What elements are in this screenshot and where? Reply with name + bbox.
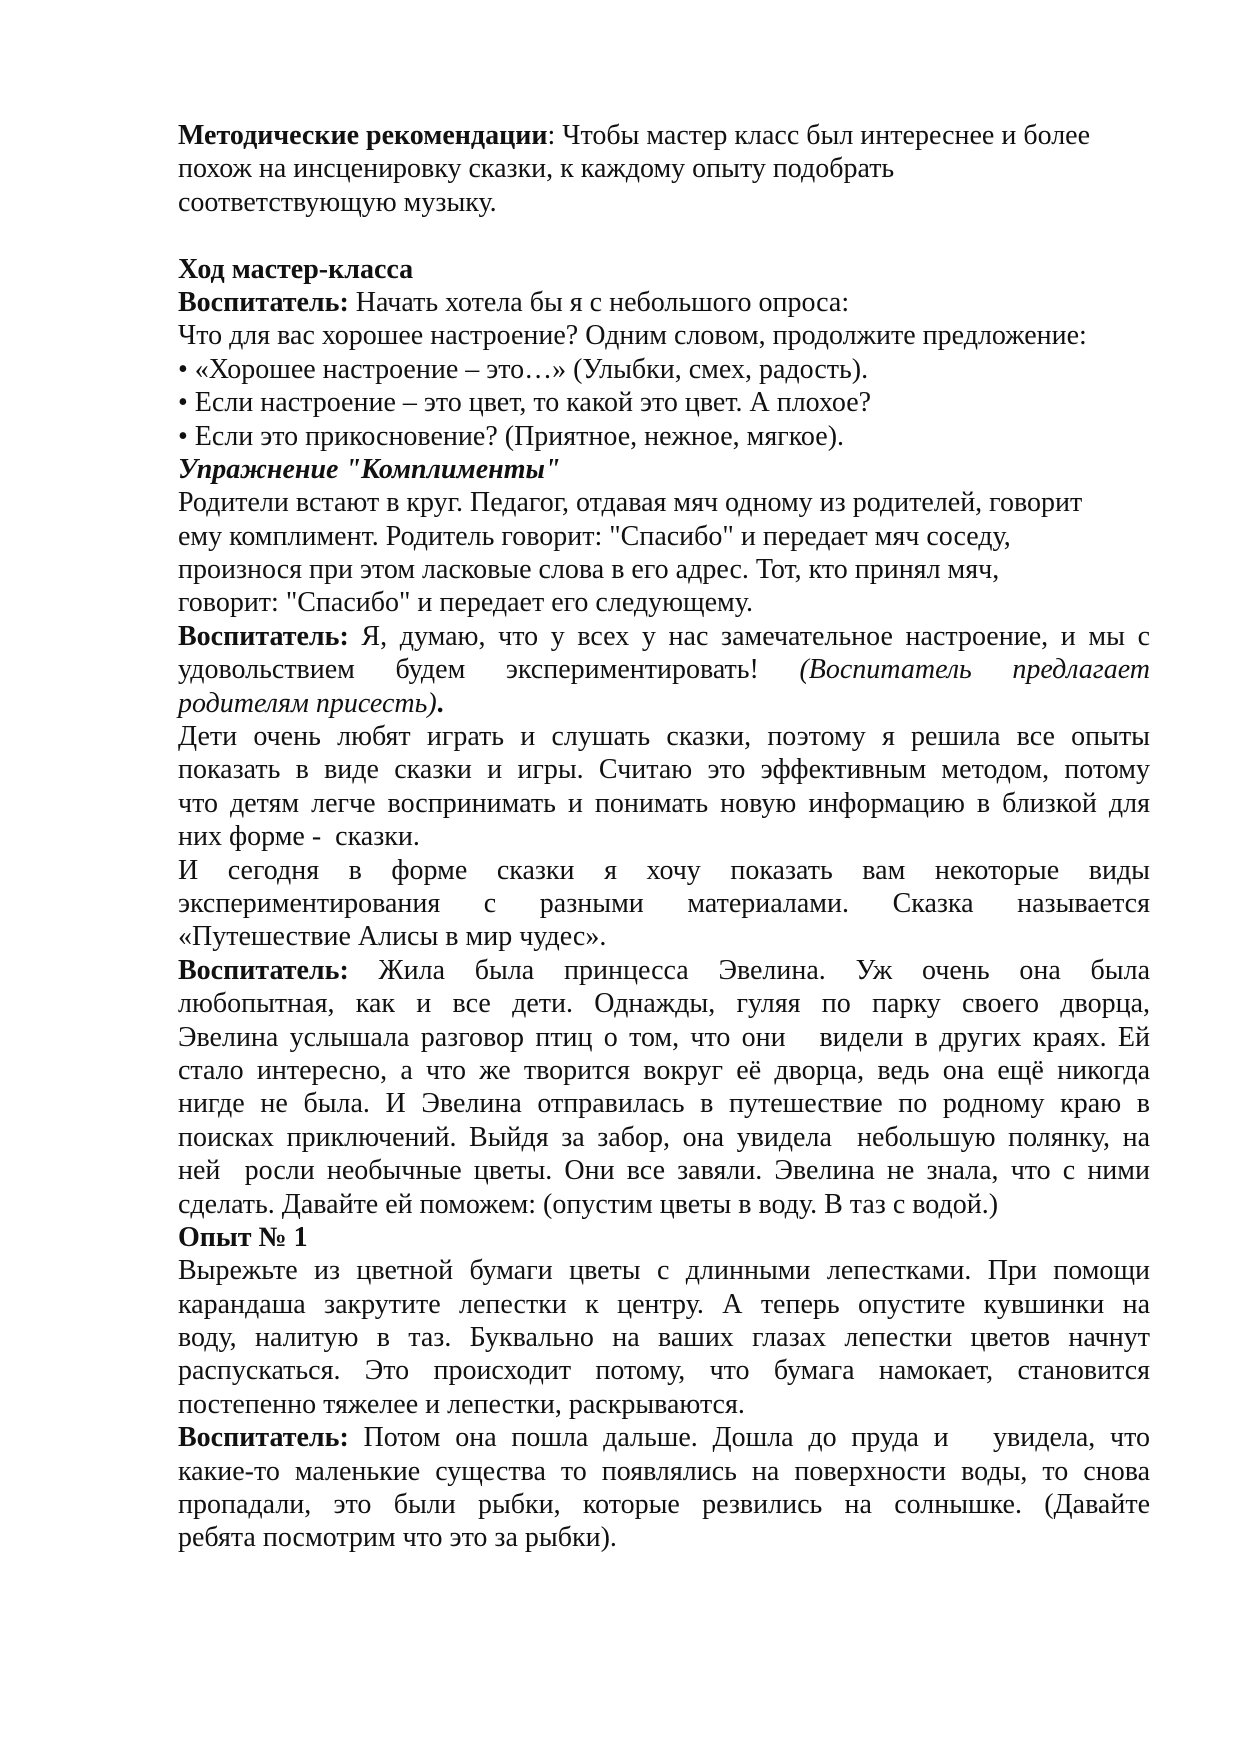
- text-run: Потом она пошла дальше. Дошла до пруда и увидела, что: [348, 1422, 1150, 1454]
- text-line: [178, 152, 1150, 185]
- text-line: [178, 286, 1150, 319]
- text-line: [178, 987, 1150, 1020]
- text-line: [178, 319, 1150, 352]
- text-line: [178, 453, 1150, 486]
- text-line: [178, 753, 1150, 786]
- text-run: ней росли необычные цветы. Они все завяли. Эвелина не знала, что с ними: [178, 1155, 1150, 1187]
- text-line: [178, 420, 1150, 453]
- text-line: [178, 253, 1150, 286]
- text-line: [178, 520, 1150, 553]
- text-run: произнося при этом ласковые слова в его адрес. Тот, кто принял мяч,: [178, 554, 1000, 586]
- document-body: [178, 119, 1150, 1555]
- text-run: : Чтобы мастер класс был интереснее и более: [547, 120, 1091, 151]
- italic-text: родителям присесть): [178, 687, 437, 719]
- text-run: «Путешествие Алисы в мир чудес».: [178, 921, 607, 953]
- text-line: [178, 1455, 1150, 1488]
- text-run: похож на инсценировку сказки, к каждому опыту подобрать: [178, 153, 895, 185]
- text-line: [178, 1221, 1150, 1254]
- text-line: [178, 1121, 1150, 1154]
- text-line: [178, 1288, 1150, 1321]
- text-run: Я, думаю, что у всех у нас замечательное настроение, и мы с: [348, 620, 1150, 652]
- text-line: [178, 620, 1150, 653]
- bold-text: Воспитатель:: [178, 286, 349, 318]
- text-run: ребята посмотрим что это за рыбки).: [178, 1522, 617, 1554]
- text-run: любопытная, как и все дети. Однажды, гуляя по парку своего дворца,: [178, 988, 1150, 1020]
- text-line: [178, 1354, 1150, 1387]
- text-line: [178, 887, 1150, 920]
- text-run: • «Хорошее настроение – это…» (Улыбки, смех, радость).: [178, 353, 869, 385]
- text-line: [178, 386, 1150, 419]
- bold-text: Ход мастер-класса: [178, 253, 414, 285]
- text-run: соответствующую музыку.: [178, 186, 497, 218]
- bold-text: .: [436, 687, 444, 719]
- text-line: [178, 119, 1150, 152]
- text-line: [178, 1254, 1150, 1287]
- text-line: [178, 1087, 1150, 1120]
- text-run: карандаша закрутите лепестки к центру. А теперь опустите кувшинки на: [178, 1288, 1150, 1320]
- text-run: постепенно тяжелее и лепестки, раскрываются.: [178, 1388, 745, 1420]
- text-run: • Если это прикосновение? (Приятное, нежное, мягкое).: [178, 420, 845, 452]
- text-run: ему комплимент. Родитель говорит: "Спасибо" и передает мяч соседу,: [178, 520, 1011, 552]
- text-run: воду, налитую в таз. Буквально на ваших глазах лепестки цветов начнут: [178, 1322, 1150, 1354]
- text-line: [178, 820, 1150, 853]
- text-run: них форме - сказки.: [178, 821, 420, 853]
- text-run: какие-то маленькие существа то появлялись на поверхности воды, то снова: [178, 1455, 1150, 1487]
- text-line: [178, 1154, 1150, 1187]
- text-run: сделать. Давайте ей поможем: (опустим цветы в воду. В таз с водой.): [178, 1188, 999, 1220]
- text-line: [178, 353, 1150, 386]
- text-line: [178, 920, 1150, 953]
- text-line: [178, 1054, 1150, 1087]
- text-run: стало интересно, а что же творится вокруг её дворца, ведь она ещё никогда: [178, 1054, 1150, 1086]
- text-line: [178, 1021, 1150, 1054]
- text-run: • Если настроение – это цвет, то какой это цвет. А плохое?: [178, 387, 872, 419]
- text-run: Жила была принцесса Эвелина. Уж очень она была: [348, 954, 1150, 986]
- text-run: Родители встают в круг. Педагог, отдавая мяч одному из родителей, говорит: [178, 487, 1083, 519]
- blank-line: [178, 219, 1150, 252]
- bold-text: Воспитатель:: [178, 620, 349, 652]
- text-line: [178, 653, 1150, 686]
- text-line: [178, 553, 1150, 586]
- bold-text: Воспитатель:: [178, 1422, 349, 1454]
- text-run: удовольствием будем экспериментировать!: [178, 654, 800, 686]
- text-line: [178, 720, 1150, 753]
- text-line: [178, 687, 1150, 720]
- italic-text: (Воспитатель предлагает: [799, 654, 1151, 686]
- text-run: что детям легче воспринимать и понимать новую информацию в близкой для: [178, 787, 1150, 819]
- text-line: [178, 954, 1150, 987]
- text-line: [178, 1388, 1150, 1421]
- text-line: [178, 486, 1150, 519]
- text-line: [178, 1521, 1150, 1554]
- text-run: поисках приключений. Выйдя за забор, она увидела небольшую полянку, на: [178, 1121, 1150, 1153]
- text-run: Вырежьте из цветной бумаги цветы с длинными лепестками. При помощи: [178, 1255, 1150, 1287]
- text-line: [178, 1421, 1150, 1454]
- text-run: экспериментирования с разными материалами. Сказка называется: [178, 887, 1150, 919]
- text-line: [178, 1488, 1150, 1521]
- text-run: Эвелина услышала разговор птиц о том, что они видели в других краях. Ей: [178, 1021, 1150, 1053]
- bold-text: Опыт № 1: [178, 1221, 308, 1253]
- text-run: нигде не была. И Эвелина отправилась в путешествие по родному краю в: [178, 1088, 1150, 1120]
- text-run: Начать хотела бы я с небольшого опроса:: [348, 286, 850, 318]
- text-line: [178, 186, 1150, 219]
- text-line: [178, 1321, 1150, 1354]
- text-line: [178, 854, 1150, 887]
- bold-text: Воспитатель:: [178, 954, 349, 986]
- text-run: распускаться. Это происходит потому, что бумага намокает, становится: [178, 1355, 1150, 1387]
- text-run: показать в виде сказки и игры. Считаю это эффективным методом, потому: [178, 754, 1150, 786]
- text-run: Что для вас хорошее настроение? Одним словом, продолжите предложение:: [178, 320, 1087, 352]
- bold-text: Методические рекомендации: [178, 120, 548, 151]
- text-run: говорит: "Спасибо" и передает его следующему.: [178, 587, 753, 619]
- text-run: пропадали, это были рыбки, которые резвились на солнышке. (Давайте: [178, 1489, 1150, 1521]
- text-run: Дети очень любят играть и слушать сказки, поэтому я решила все опыты: [178, 721, 1150, 753]
- section-heading: Упражнение "Комплименты": [178, 453, 561, 485]
- text-run: И сегодня в форме сказки я хочу показать вам некоторые виды: [178, 854, 1150, 886]
- text-line: [178, 586, 1150, 619]
- text-line: [178, 1188, 1150, 1221]
- text-line: [178, 787, 1150, 820]
